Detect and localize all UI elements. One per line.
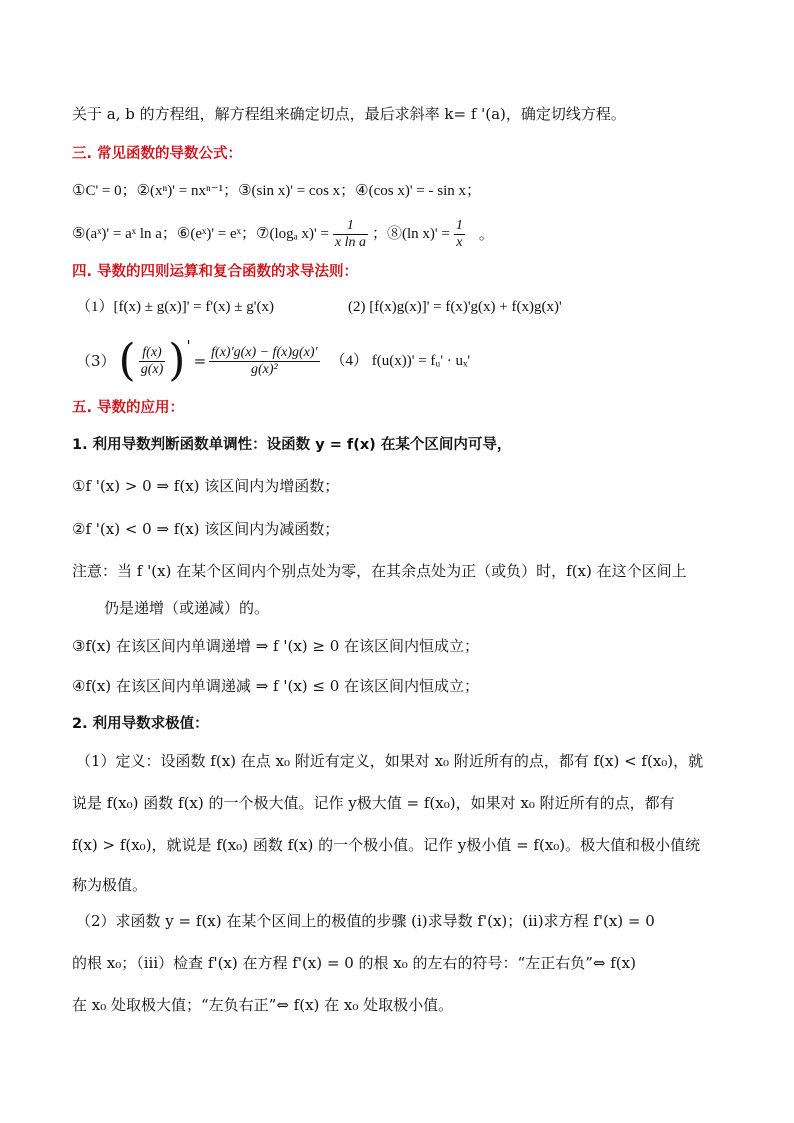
- prime-mark: ': [186, 337, 191, 355]
- note-line-2: 仍是递增（或递减）的。: [104, 599, 270, 617]
- fraction-1-over-x: [454, 218, 465, 251]
- note-line-1: 注意：当 f '(x) 在某个区间内个别点处为零，在其余点处为正（或负）时，f(x) 在这个区间上: [72, 562, 687, 580]
- steps-line-3: 在 x₀ 处取极大值；“左负右正”⇔ f(x) 在 x₀ 处取极小值。: [72, 996, 454, 1014]
- decreasing-rule: ②f '(x) < 0 ⇒ f(x) 该区间内为减函数；: [72, 520, 340, 538]
- equals-sign: =: [193, 352, 207, 370]
- fraction-denominator: x: [456, 234, 463, 250]
- fraction-denominator: x ln a: [334, 234, 366, 250]
- definition-line-3: f(x) > f(x₀)，就说是 f(x₀) 函数 f(x) 的一个极小值。记作 y极小值 = f(x₀)。极大值和极小值统: [72, 836, 701, 854]
- formula-row-2-part-b: ；⑧(ln x)' =: [371, 226, 450, 242]
- rule-4-chain: （4） f(u(x))' = fᵤ' · uₓ': [330, 353, 471, 369]
- section-5-title: 五. 导数的应用：: [72, 400, 185, 416]
- fraction-denominator: g(x)²: [250, 361, 278, 377]
- rule-1-sum: （1）[f(x) ± g(x)]' = f'(x) ± g'(x): [76, 299, 274, 315]
- intro-line: 关于 a, b 的方程组，解方程组来确定切点，最后求斜率 k= f '(a)，确定切线方程。: [72, 105, 626, 123]
- formula-row-2: [72, 214, 734, 254]
- steps-line-2: 的根 x₀；（iii）检查 f'(x) 在方程 f'(x) = 0 的根 x₀ 的左右的符号：“左正右负”⇔ f(x): [72, 954, 636, 972]
- rule-2-product: (2) [f(x)g(x)]' = f(x)'g(x) + f(x)g(x)': [348, 299, 562, 315]
- fraction-numerator: f(x): [139, 345, 166, 362]
- formula-row-2-part-a: ⑤(aˣ)' = aˣ ln a；⑥(eˣ)' = eˣ；⑦(logₐ x)' =: [72, 226, 329, 242]
- formula-row-2-end: 。: [478, 225, 494, 243]
- right-paren: ): [168, 335, 186, 386]
- increasing-rule: ①f '(x) > 0 ⇒ f(x) 该区间内为增函数；: [72, 477, 340, 495]
- steps-line-1: （2）求函数 y = f(x) 在某个区间上的极值的步骤 (i)求导数 f'(x)；(ii)求方程 f'(x) = 0: [76, 912, 655, 930]
- extremum-heading: 2. 利用导数求极值：: [72, 716, 209, 732]
- monotone-decreasing-condition: ④f(x) 在该区间内单调递减 ⇒ f '(x) ≤ 0 在该区间内恒成立；: [72, 677, 480, 695]
- fraction-1-over-xlna: [333, 218, 368, 251]
- rule-3-label: （3）: [76, 352, 116, 370]
- formula-row-1: ①C' = 0；②(xⁿ)' = nxⁿ⁻¹；③(sin x)' = cos x；④(cos x)' = - sin x；: [72, 183, 482, 199]
- quotient-rhs-fraction: [209, 345, 319, 378]
- left-paren: (: [118, 335, 136, 386]
- section-3-title: 三. 常见函数的导数公式：: [72, 146, 243, 162]
- rule-3-quotient: [76, 336, 734, 386]
- definition-line-4: 称为极值。: [72, 876, 148, 894]
- fraction-numerator: 1: [455, 217, 463, 233]
- definition-line-2: 说是 f(x₀) 函数 f(x) 的一个极大值。记作 y极大值 = f(x₀)，如果对 x₀ 附近所有的点，都有: [72, 794, 675, 812]
- section-4-title: 四. 导数的四则运算和复合函数的求导法则：: [72, 264, 359, 280]
- fraction-denominator: g(x): [140, 361, 164, 377]
- fraction-numerator: f(x)'g(x) − f(x)g(x)': [211, 344, 318, 360]
- monotone-increasing-condition: ③f(x) 在该区间内单调递增 ⇒ f '(x) ≥ 0 在该区间内恒成立；: [72, 637, 480, 655]
- definition-line-1: （1）定义：设函数 f(x) 在点 x₀ 附近有定义，如果对 x₀ 附近所有的点，都有 f(x) < f(x₀)，就: [76, 752, 704, 770]
- fraction-numerator: 1: [333, 218, 368, 235]
- quotient-lhs-fraction: [139, 345, 166, 378]
- monotonicity-heading: 1. 利用导数判断函数单调性：设函数 y = f(x) 在某个区间内可导，: [72, 437, 512, 453]
